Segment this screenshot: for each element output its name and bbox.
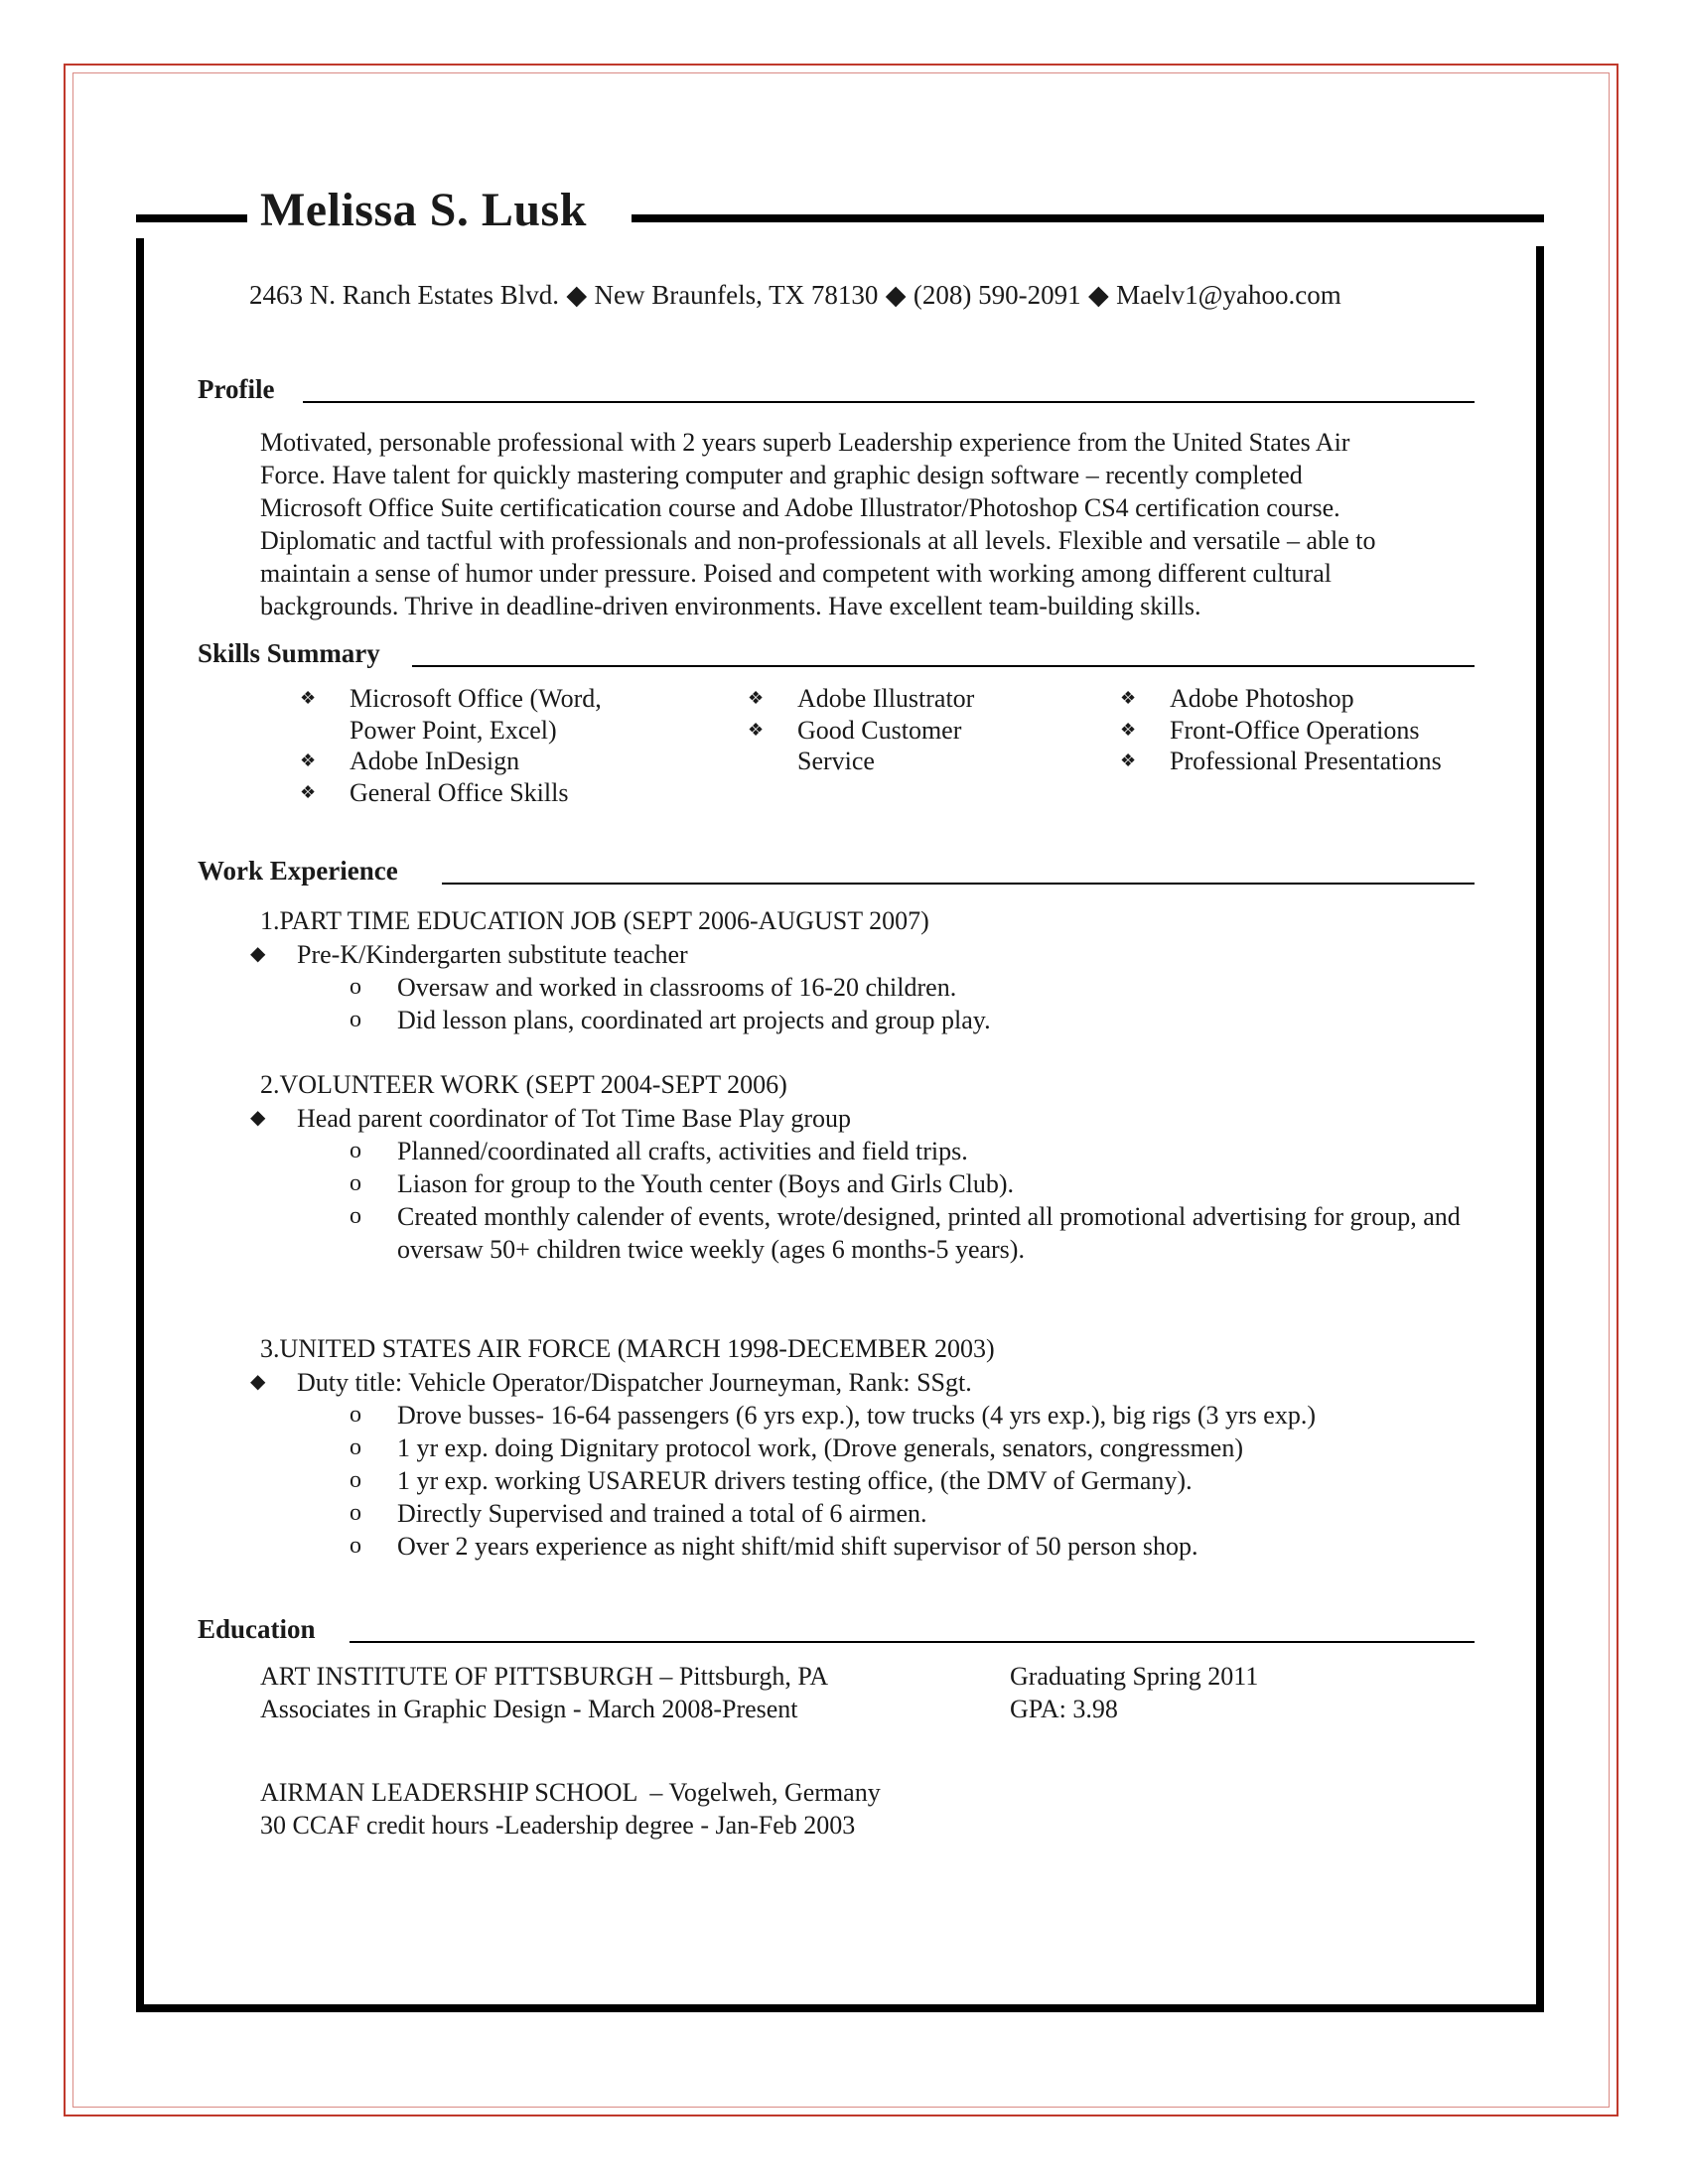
skill-item: [1120, 715, 1442, 747]
circle-bullet-icon: o: [350, 1533, 361, 1559]
education-school: ART INSTITUTE OF PITTSBURGH – Pittsburgh, PA: [260, 1662, 829, 1691]
skill-item: [300, 746, 602, 777]
circle-bullet-icon: o: [350, 1138, 361, 1163]
diamond-separator-icon: ◆: [885, 280, 907, 310]
diamond-cluster-bullet-icon: ❖: [748, 688, 765, 708]
work-rule: [442, 883, 1475, 885]
diamond-cluster-bullet-icon: ❖: [1120, 751, 1137, 770]
detail-text: Created monthly calender of events, wrote/designed, printed all promotional advertising for group, and oversaw 50+ children twice weekly (ages 6 months-5 years).: [397, 1202, 1461, 1264]
skill-item: [1120, 683, 1442, 715]
job-details: [350, 1399, 1491, 1563]
job-role: Duty title: Vehicle Operator/Dispatcher Journeyman, Rank: SSgt.: [297, 1368, 972, 1397]
name-rule-right: [632, 214, 1544, 222]
job-title: 2.VOLUNTEER WORK (SEPT 2004-SEPT 2006): [260, 1070, 787, 1099]
education-heading: Education: [198, 1614, 316, 1644]
skill-item: [300, 777, 602, 809]
contact-email[interactable]: Maelv1@yahoo.com: [1116, 280, 1341, 310]
job-detail: [350, 1399, 1491, 1432]
skill-item: [300, 683, 602, 746]
skill-label: Front-Office Operations: [1170, 715, 1420, 745]
detail-text: Oversaw and worked in classrooms of 16-20 children.: [397, 973, 957, 1002]
detail-text: 1 yr exp. working USAREUR drivers testing office, (the DMV of Germany).: [397, 1466, 1193, 1495]
job-detail: [350, 1004, 1491, 1036]
job-detail: [350, 971, 1491, 1004]
education-status: Graduating Spring 2011: [1010, 1662, 1259, 1691]
profile-line: Force. Have talent for quickly mastering computer and graphic design software – recently completed: [260, 461, 1303, 489]
skills-heading: Skills Summary: [198, 638, 380, 668]
skill-label: Professional Presentations: [1170, 747, 1442, 775]
diamond-bullet-icon: ◆: [250, 943, 266, 965]
profile-line: Motivated, personable professional with 2 years superb Leadership experience from the United States Air: [260, 428, 1350, 457]
job-details: [350, 1135, 1491, 1266]
circle-bullet-icon: o: [350, 1170, 361, 1196]
education-program: Associates in Graphic Design - March 2008-Present: [260, 1695, 798, 1723]
skill-item: [748, 683, 974, 715]
diamond-cluster-bullet-icon: ❖: [300, 781, 317, 802]
profile-line: backgrounds. Thrive in deadline-driven environments. Have excellent team-building skills.: [260, 592, 1201, 620]
diamond-separator-icon: ◆: [1088, 280, 1109, 310]
job-detail: [350, 1200, 1491, 1266]
circle-bullet-icon: o: [350, 1007, 361, 1032]
job-detail: [350, 1497, 1491, 1530]
job-detail: [350, 1135, 1491, 1167]
contact-phone: (208) 590-2091: [913, 280, 1081, 310]
frame-rule-left: [136, 238, 144, 2012]
education-rule: [350, 1641, 1475, 1643]
detail-text: Drove busses- 16-64 passengers (6 yrs exp.), tow trucks (4 yrs exp.), big rigs (3 yrs exp.): [397, 1401, 1316, 1430]
job-detail: [350, 1530, 1491, 1563]
job-detail: [350, 1167, 1491, 1200]
circle-bullet-icon: o: [350, 1500, 361, 1526]
education-school: AIRMAN LEADERSHIP SCHOOL – Vogelweh, Germany: [260, 1778, 881, 1807]
diamond-separator-icon: ◆: [566, 280, 588, 310]
skill-label: Adobe InDesign: [350, 747, 520, 775]
skills-column-1: [300, 683, 602, 808]
detail-text: Planned/coordinated all crafts, activities and field trips.: [397, 1137, 968, 1165]
skills-rule: [412, 665, 1475, 667]
skills-column-3: [1120, 683, 1442, 777]
contact-address: 2463 N. Ranch Estates Blvd.: [249, 280, 559, 310]
detail-text: Did lesson plans, coordinated art projects and group play.: [397, 1006, 991, 1034]
diamond-cluster-bullet-icon: ❖: [1120, 719, 1137, 740]
detail-text: 1 yr exp. doing Dignitary protocol work, (Drove generals, senators, congressmen): [397, 1433, 1243, 1462]
skill-item: [748, 715, 974, 777]
job-title: 3.UNITED STATES AIR FORCE (MARCH 1998-DECEMBER 2003): [260, 1334, 995, 1363]
resume-name: Melissa S. Lusk: [260, 184, 587, 236]
education-program: 30 CCAF credit hours -Leadership degree - Jan-Feb 2003: [260, 1811, 856, 1840]
job-detail: [350, 1464, 1491, 1497]
circle-bullet-icon: o: [350, 1434, 361, 1460]
contact-line: [249, 280, 1341, 311]
circle-bullet-icon: o: [350, 974, 361, 1000]
profile-heading: Profile: [198, 374, 275, 404]
skill-label: Adobe Photoshop: [1170, 684, 1354, 713]
profile-line: maintain a sense of humor under pressure. Poised and competent with working among different cultural: [260, 559, 1332, 588]
contact-city: New Braunfels, TX 78130: [594, 280, 879, 310]
profile-text: [260, 426, 1491, 622]
job-role: Head parent coordinator of Tot Time Base Play group: [297, 1104, 852, 1133]
diamond-cluster-bullet-icon: ❖: [300, 688, 317, 708]
profile-line: Diplomatic and tactful with professionals and non-professionals at all levels. Flexible and versatile – able to: [260, 526, 1376, 555]
frame-rule-right: [1536, 246, 1544, 2012]
diamond-bullet-icon: ◆: [250, 1371, 266, 1393]
diamond-cluster-bullet-icon: ❖: [748, 719, 765, 740]
skill-label: Microsoft Office (Word,: [350, 684, 602, 713]
detail-text: Liason for group to the Youth center (Boys and Girls Club).: [397, 1169, 1015, 1198]
skill-item: [1120, 746, 1442, 777]
diamond-cluster-bullet-icon: ❖: [300, 751, 317, 770]
skills-column-2: [748, 683, 974, 777]
skill-label: Power Point, Excel): [350, 715, 557, 745]
circle-bullet-icon: o: [350, 1203, 361, 1229]
skill-label: Service: [797, 747, 875, 775]
job-detail: [350, 1432, 1491, 1464]
circle-bullet-icon: o: [350, 1467, 361, 1493]
skill-label: Adobe Illustrator: [797, 684, 975, 713]
circle-bullet-icon: o: [350, 1402, 361, 1428]
profile-line: Microsoft Office Suite certificatication course and Adobe Illustrator/Photoshop CS4 certification course.: [260, 493, 1340, 522]
skill-label: General Office Skills: [350, 777, 569, 807]
skill-label: Good Customer: [797, 715, 962, 745]
job-title: 1.PART TIME EDUCATION JOB (SEPT 2006-AUGUST 2007): [260, 906, 929, 935]
work-heading: Work Experience: [198, 856, 398, 886]
detail-text: Over 2 years experience as night shift/mid shift supervisor of 50 person shop.: [397, 1532, 1198, 1561]
name-rule-left: [136, 214, 247, 222]
frame-rule-bottom: [136, 2004, 1544, 2012]
profile-rule: [303, 401, 1475, 403]
education-gpa: GPA: 3.98: [1010, 1695, 1118, 1723]
detail-text: Directly Supervised and trained a total of 6 airmen.: [397, 1499, 927, 1528]
job-details: [350, 971, 1491, 1036]
job-role: Pre-K/Kindergarten substitute teacher: [297, 940, 688, 969]
diamond-bullet-icon: ◆: [250, 1107, 266, 1129]
diamond-cluster-bullet-icon: ❖: [1120, 688, 1137, 708]
